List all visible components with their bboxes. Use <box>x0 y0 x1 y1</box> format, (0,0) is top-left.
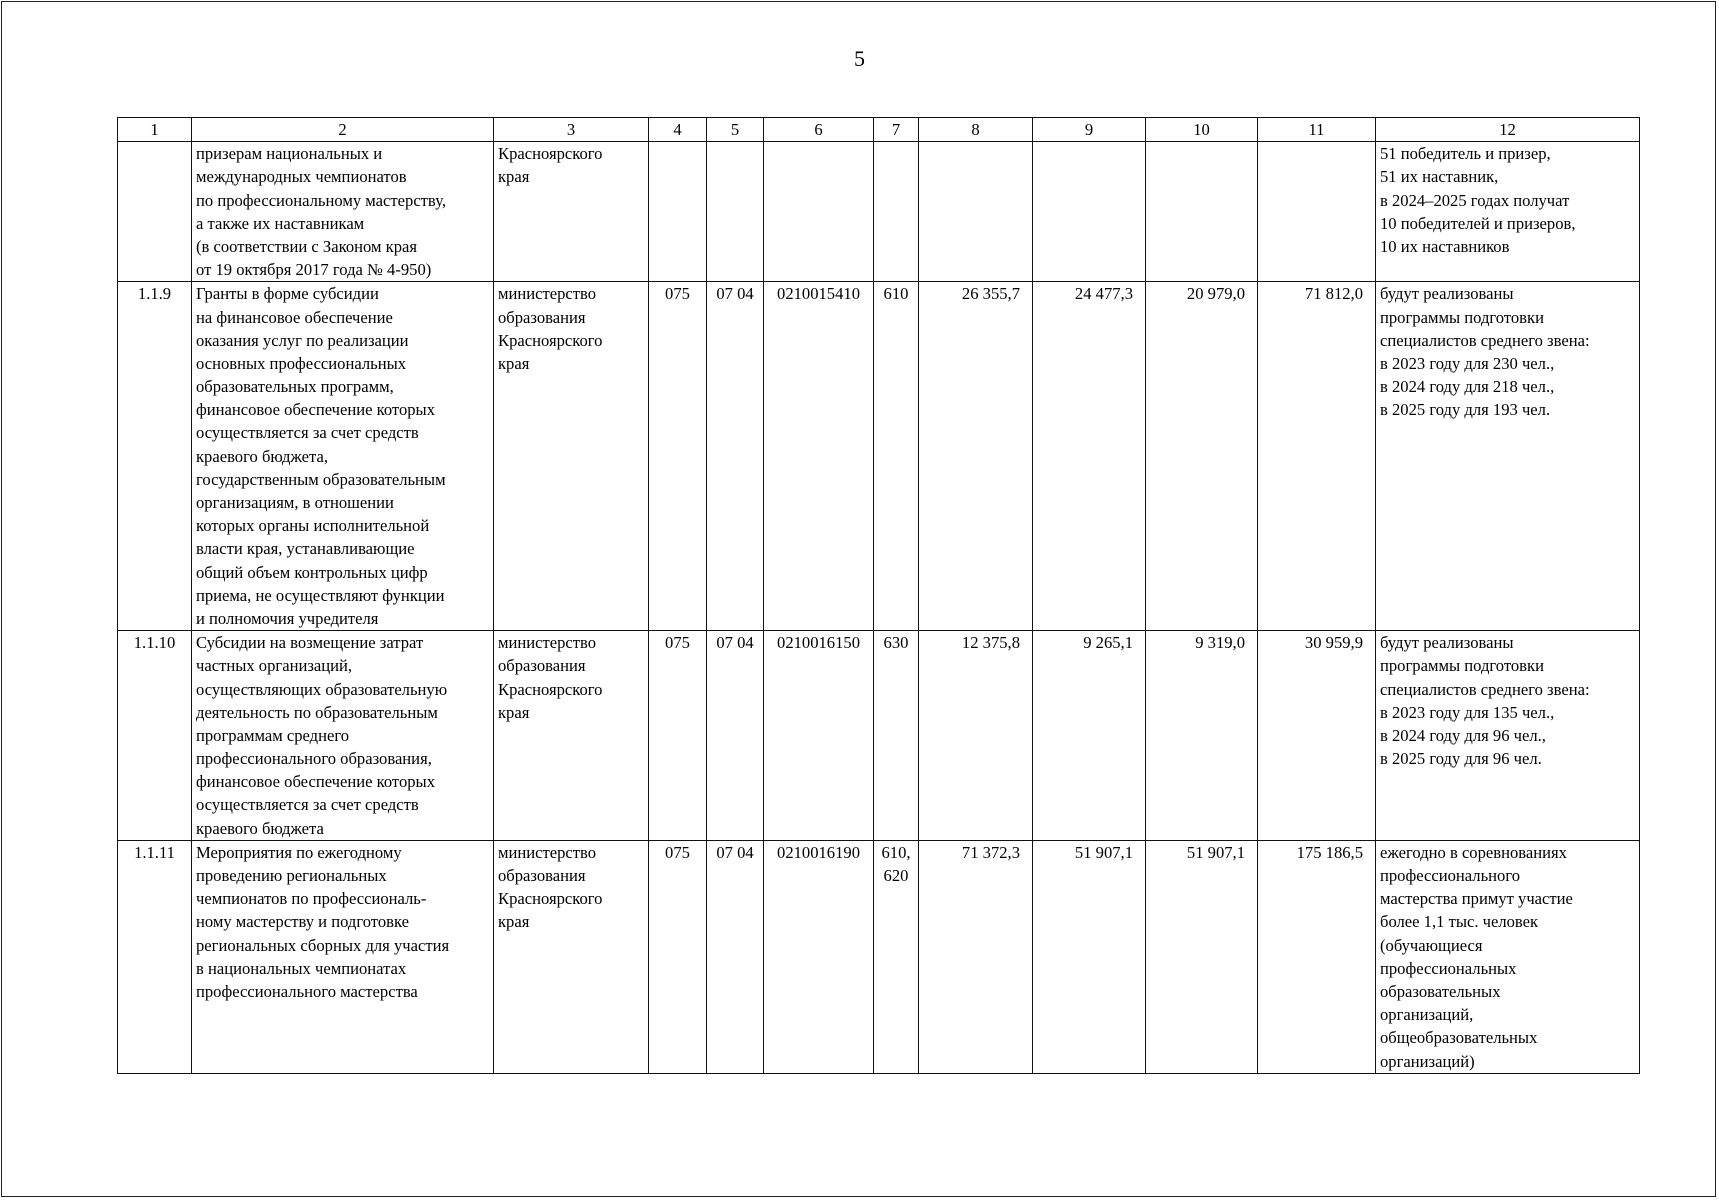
text-line: общий объем контрольных цифр <box>196 562 428 582</box>
header-cell: 8 <box>919 118 1033 142</box>
cell-target-article: 0210016150 <box>764 631 874 841</box>
text-line: ежегодно в соревнованиях <box>1380 842 1567 862</box>
text-line: (в соответствии с Законом края <box>196 236 417 256</box>
text-line: профессионального мастерства <box>196 981 418 1001</box>
text-line: краевого бюджета, <box>196 446 328 466</box>
text-line: в 2024–2025 годах получат <box>1380 190 1570 210</box>
text-line: Субсидии на возмещение затрат <box>196 633 424 653</box>
cell-target-article: 0210015410 <box>764 282 874 631</box>
text-line: от 19 октября 2017 года № 4-950) <box>196 260 432 280</box>
header-row <box>118 118 1640 142</box>
cell-expense-type: 610 <box>874 282 919 631</box>
text-line: 10 их наставников <box>1380 236 1510 256</box>
text-line: финансовое обеспечение которых <box>196 400 436 420</box>
cell-executor <box>494 282 649 631</box>
text-line: края <box>498 912 530 932</box>
text-line: 610, <box>881 842 911 862</box>
text-line: деятельность по образовательным <box>196 702 438 722</box>
cell-amount-2024: 9 265,1 <box>1033 631 1146 841</box>
header-cell: 10 <box>1146 118 1258 142</box>
text-line: образовательных <box>1380 981 1501 1001</box>
text-line: программы подготовки <box>1380 656 1544 676</box>
text-line: профессиональных <box>1380 958 1517 978</box>
header-cell: 9 <box>1033 118 1146 142</box>
cell-amount-2024: 51 907,1 <box>1033 840 1146 1073</box>
budget-table <box>117 117 1640 1074</box>
text-line: региональных сборных для участия <box>196 935 450 955</box>
cell-section-code: 07 04 <box>707 840 764 1073</box>
cell-expected-result <box>1376 142 1640 282</box>
text-line: министерство <box>498 842 597 862</box>
text-line: специалистов среднего звена: <box>1380 330 1590 350</box>
cell-expected-result <box>1376 631 1640 841</box>
cell-amount-2023: 71 372,3 <box>919 840 1033 1073</box>
cell-grbs-code: 075 <box>649 840 707 1073</box>
cell-amount-2025: 51 907,1 <box>1146 840 1258 1073</box>
text-line: осуществляется за счет средств <box>196 795 419 815</box>
text-line: государственным образовательным <box>196 469 446 489</box>
cell-executor <box>494 840 649 1073</box>
text-line: в 2025 году для 193 чел. <box>1380 400 1551 420</box>
cell-section-code <box>707 142 764 282</box>
text-line: образовательных программ, <box>196 377 394 397</box>
cell-amount-2024: 24 477,3 <box>1033 282 1146 631</box>
cell-target-article: 0210016190 <box>764 840 874 1073</box>
text-line: власти края, устанавливающие <box>196 539 415 559</box>
cell-amount-total: 175 186,5 <box>1258 840 1376 1073</box>
cell-amount-total: 30 959,9 <box>1258 631 1376 841</box>
text-line: в 2024 году для 218 чел., <box>1380 377 1555 397</box>
header-cell: 1 <box>118 118 192 142</box>
text-line: программы подготовки <box>1380 307 1544 327</box>
text-line: (обучающиеся <box>1380 935 1483 955</box>
text-line: в 2025 году для 96 чел. <box>1380 749 1542 769</box>
text-line: края <box>498 167 530 187</box>
text-line: образования <box>498 656 586 676</box>
text-line: частных организаций, <box>196 656 353 676</box>
text-line: более 1,1 тыс. человек <box>1380 912 1539 932</box>
header-cell: 4 <box>649 118 707 142</box>
cell-amount-2025: 20 979,0 <box>1146 282 1258 631</box>
text-line: призерам национальных и <box>196 144 383 164</box>
text-line: организаций, <box>1380 1005 1474 1025</box>
text-line: 10 победителей и призеров, <box>1380 213 1576 233</box>
cell-grbs-code <box>649 142 707 282</box>
header-cell: 6 <box>764 118 874 142</box>
text-line: а также их наставникам <box>196 213 365 233</box>
text-line: будут реализованы <box>1380 633 1514 653</box>
cell-activity-name <box>192 840 494 1073</box>
text-line: оказания услуг по реализации <box>196 330 409 350</box>
text-line: организациям, в отношении <box>196 493 394 513</box>
text-line: специалистов среднего звена: <box>1380 679 1590 699</box>
table-row <box>118 840 1640 1073</box>
text-line: и полномочия учредителя <box>196 608 379 628</box>
cell-grbs-code: 075 <box>649 631 707 841</box>
cell-item-number <box>118 142 192 282</box>
text-line: на финансовое обеспечение <box>196 307 393 327</box>
cell-item-number: 1.1.10 <box>118 631 192 841</box>
text-line: в 2024 году для 96 чел., <box>1380 725 1546 745</box>
cell-expected-result <box>1376 840 1640 1073</box>
text-line: Красноярского <box>498 144 603 164</box>
text-line: будут реализованы <box>1380 284 1514 304</box>
text-line: по профессиональному мастерству, <box>196 190 446 210</box>
text-line: Красноярского <box>498 889 603 909</box>
table-row <box>118 631 1640 841</box>
cell-expected-result <box>1376 282 1640 631</box>
text-line: чемпионатов по профессиональ- <box>196 889 427 909</box>
text-line: края <box>498 353 530 373</box>
cell-amount-2024 <box>1033 142 1146 282</box>
cell-amount-2023 <box>919 142 1033 282</box>
cell-amount-total <box>1258 142 1376 282</box>
cell-amount-2025 <box>1146 142 1258 282</box>
cell-item-number: 1.1.9 <box>118 282 192 631</box>
text-line: краевого бюджета <box>196 818 324 838</box>
cell-executor <box>494 142 649 282</box>
text-line: осуществляющих образовательную <box>196 679 448 699</box>
cell-item-number: 1.1.11 <box>118 840 192 1073</box>
text-line: края <box>498 702 530 722</box>
cell-expense-type <box>874 142 919 282</box>
cell-amount-2023: 26 355,7 <box>919 282 1033 631</box>
text-line: приема, не осуществляют функции <box>196 585 445 605</box>
header-cell: 5 <box>707 118 764 142</box>
header-cell: 3 <box>494 118 649 142</box>
text-line: организаций) <box>1380 1051 1475 1071</box>
text-line: проведению региональных <box>196 866 387 886</box>
text-line: в 2023 году для 230 чел., <box>1380 353 1555 373</box>
cell-executor <box>494 631 649 841</box>
text-line: программам среднего <box>196 725 350 745</box>
cell-expense-type: 630 <box>874 631 919 841</box>
cell-activity-name <box>192 142 494 282</box>
text-line: основных профессиональных <box>196 353 407 373</box>
text-line: осуществляется за счет средств <box>196 423 419 443</box>
text-line: 51 их наставник, <box>1380 167 1499 187</box>
text-line: общеобразовательных <box>1380 1028 1538 1048</box>
text-line: 620 <box>883 866 909 886</box>
cell-amount-2025: 9 319,0 <box>1146 631 1258 841</box>
cell-activity-name <box>192 282 494 631</box>
text-line: Мероприятия по ежегодному <box>196 842 402 862</box>
cell-amount-2023: 12 375,8 <box>919 631 1033 841</box>
text-line: в 2023 году для 135 чел., <box>1380 702 1555 722</box>
header-cell: 11 <box>1258 118 1376 142</box>
text-line: 51 победитель и призер, <box>1380 144 1551 164</box>
text-line: Красноярского <box>498 679 603 699</box>
text-line: профессионального <box>1380 866 1521 886</box>
text-line: финансовое обеспечение которых <box>196 772 436 792</box>
text-line: министерство <box>498 633 597 653</box>
text-line: образования <box>498 307 586 327</box>
text-line: Красноярского <box>498 330 603 350</box>
cell-section-code: 07 04 <box>707 282 764 631</box>
cell-activity-name <box>192 631 494 841</box>
table-row <box>118 282 1640 631</box>
text-line: в национальных чемпионатах <box>196 958 407 978</box>
header-cell: 12 <box>1376 118 1640 142</box>
text-line: ному мастерству и подготовке <box>196 912 409 932</box>
cell-amount-total: 71 812,0 <box>1258 282 1376 631</box>
header-cell: 2 <box>192 118 494 142</box>
cell-grbs-code: 075 <box>649 282 707 631</box>
cell-section-code: 07 04 <box>707 631 764 841</box>
text-line: Гранты в форме субсидии <box>196 284 379 304</box>
text-line: которых органы исполнительной <box>196 516 430 536</box>
text-line: министерство <box>498 284 597 304</box>
text-line: международных чемпионатов <box>196 167 407 187</box>
cell-target-article <box>764 142 874 282</box>
page-number: 5 <box>854 46 865 71</box>
table-row <box>118 142 1640 282</box>
text-line: образования <box>498 866 586 886</box>
cell-expense-type <box>874 840 919 1073</box>
header-cell: 7 <box>874 118 919 142</box>
text-line: мастерства примут участие <box>1380 889 1573 909</box>
text-line: профессионального образования, <box>196 749 432 769</box>
